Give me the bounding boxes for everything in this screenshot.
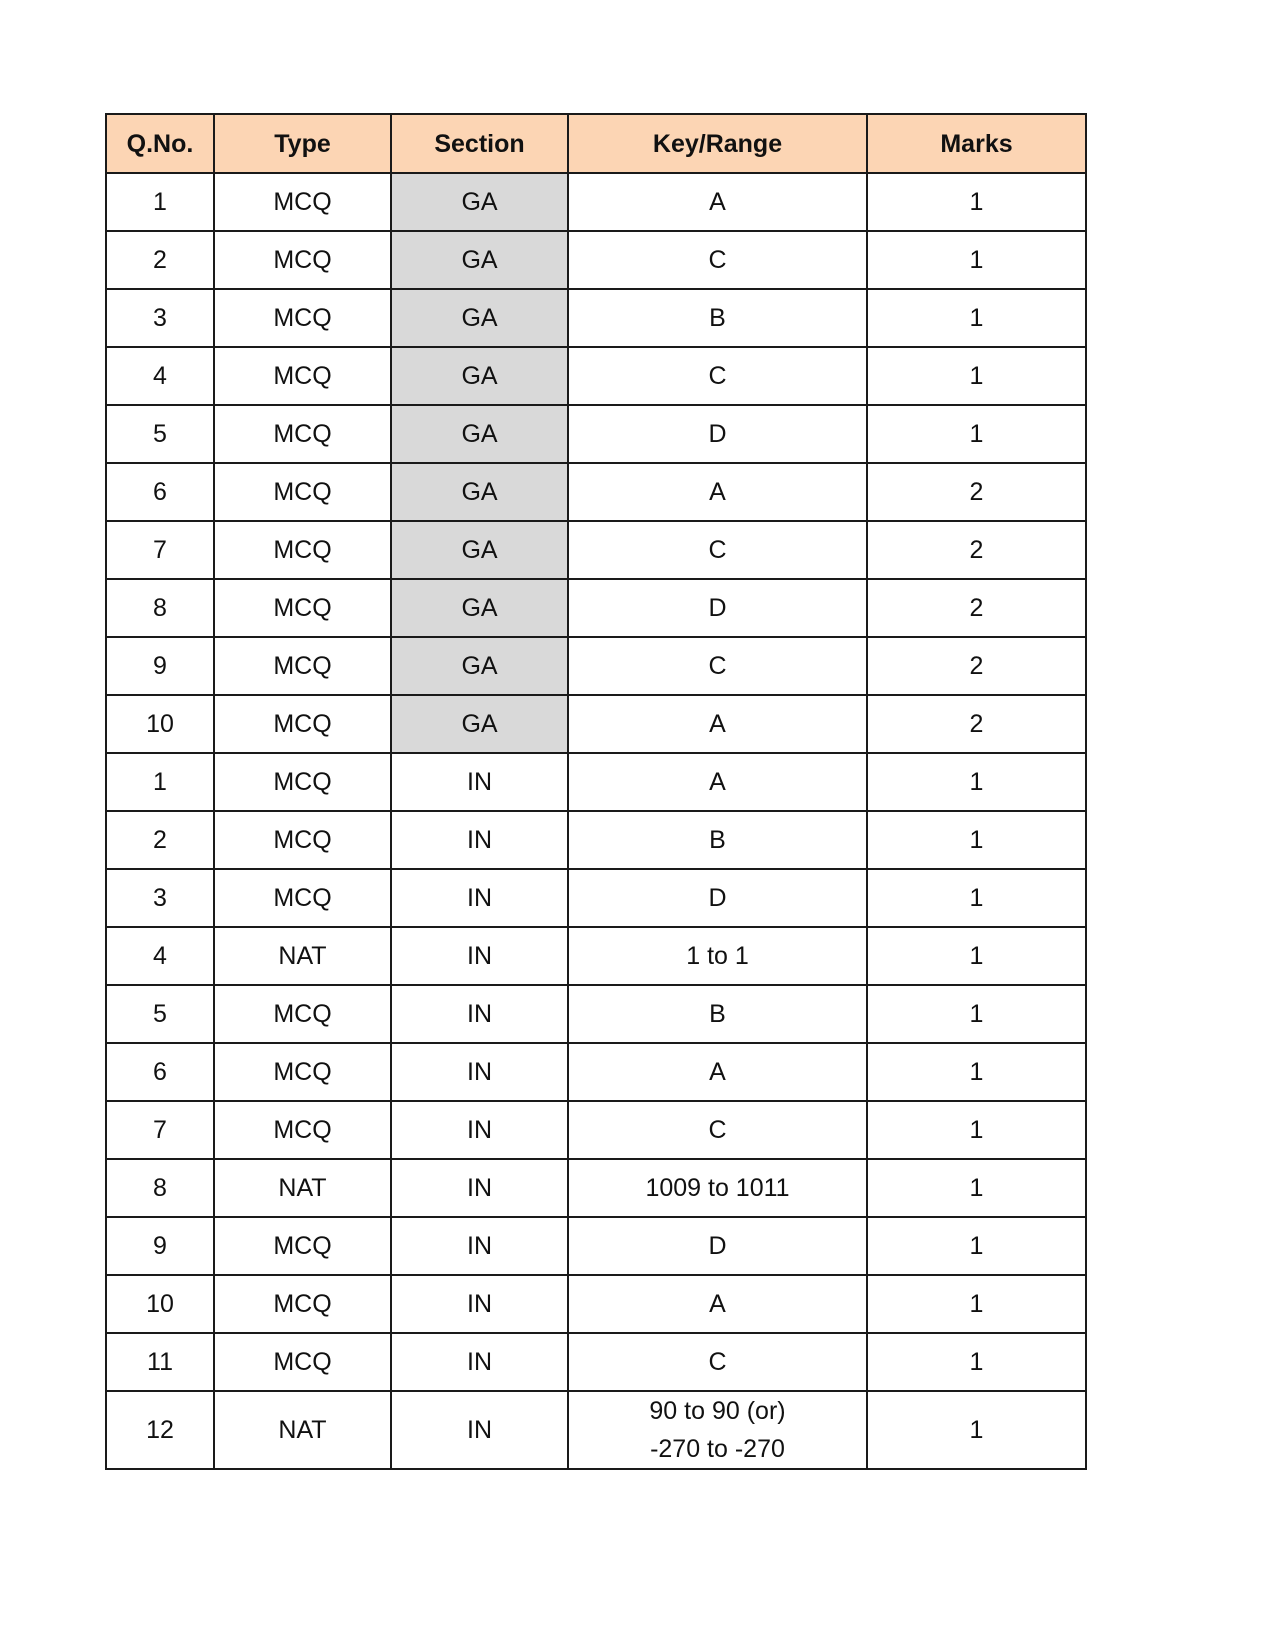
marks-cell: 1 [867,1101,1086,1159]
key-cell: 1009 to 1011 [568,1159,867,1217]
marks-cell: 1 [867,985,1086,1043]
qno-cell: 6 [106,1043,214,1101]
qno-cell: 6 [106,463,214,521]
table-row [106,579,1086,637]
section-cell: IN [391,1159,568,1217]
type-cell: MCQ [214,231,391,289]
marks-cell: 1 [867,1217,1086,1275]
table-row [106,521,1086,579]
table-row [106,463,1086,521]
section-cell: IN [391,811,568,869]
type-cell: MCQ [214,695,391,753]
type-cell: MCQ [214,463,391,521]
marks-cell: 1 [867,231,1086,289]
type-cell: MCQ [214,579,391,637]
table-row [106,405,1086,463]
section-cell: IN [391,1217,568,1275]
type-cell: MCQ [214,985,391,1043]
section-cell: GA [391,289,568,347]
type-cell: MCQ [214,405,391,463]
marks-cell: 1 [867,1333,1086,1391]
key-cell: B [568,289,867,347]
type-cell: MCQ [214,1333,391,1391]
key-cell: A [568,1043,867,1101]
key-cell: A [568,753,867,811]
marks-cell: 1 [867,405,1086,463]
table-row [106,1391,1086,1469]
key-cell: C [568,231,867,289]
section-cell: GA [391,463,568,521]
section-cell: GA [391,405,568,463]
key-cell: C [568,521,867,579]
key-cell: A [568,463,867,521]
answer-key-table [105,113,1087,1470]
table-row [106,811,1086,869]
marks-cell: 1 [867,1043,1086,1101]
key-cell: C [568,1333,867,1391]
key-cell: D [568,869,867,927]
key-cell: A [568,695,867,753]
section-cell: IN [391,753,568,811]
section-cell: GA [391,637,568,695]
type-cell: MCQ [214,869,391,927]
marks-cell: 1 [867,1275,1086,1333]
section-cell: GA [391,579,568,637]
section-cell: IN [391,1101,568,1159]
marks-cell: 2 [867,463,1086,521]
marks-cell: 1 [867,811,1086,869]
type-cell: MCQ [214,1217,391,1275]
marks-cell: 2 [867,695,1086,753]
header-qno: Q.No. [106,114,214,173]
key-cell: D [568,579,867,637]
table-row [106,1101,1086,1159]
header-key-range: Key/Range [568,114,867,173]
key-cell: C [568,1101,867,1159]
qno-cell: 9 [106,637,214,695]
marks-cell: 1 [867,869,1086,927]
section-cell: GA [391,695,568,753]
qno-cell: 7 [106,1101,214,1159]
type-cell: MCQ [214,173,391,231]
type-cell: NAT [214,1159,391,1217]
key-cell: D [568,405,867,463]
type-cell: MCQ [214,811,391,869]
qno-cell: 9 [106,1217,214,1275]
qno-cell: 5 [106,985,214,1043]
qno-cell: 1 [106,173,214,231]
section-cell: GA [391,347,568,405]
key-cell: C [568,637,867,695]
qno-cell: 3 [106,289,214,347]
marks-cell: 1 [867,1391,1086,1469]
type-cell: MCQ [214,637,391,695]
table-row [106,289,1086,347]
type-cell: MCQ [214,521,391,579]
qno-cell: 8 [106,1159,214,1217]
header-row [106,114,1086,173]
table-row [106,1333,1086,1391]
section-cell: GA [391,231,568,289]
type-cell: MCQ [214,1275,391,1333]
type-cell: NAT [214,1391,391,1469]
section-cell: IN [391,869,568,927]
marks-cell: 2 [867,579,1086,637]
marks-cell: 1 [867,1159,1086,1217]
section-cell: GA [391,521,568,579]
header-marks: Marks [867,114,1086,173]
table-row [106,231,1086,289]
marks-cell: 1 [867,289,1086,347]
marks-cell: 1 [867,173,1086,231]
qno-cell: 12 [106,1391,214,1469]
table-row [106,927,1086,985]
qno-cell: 5 [106,405,214,463]
qno-cell: 3 [106,869,214,927]
key-cell: D [568,1217,867,1275]
section-cell: IN [391,1275,568,1333]
table-row [106,1217,1086,1275]
header-type: Type [214,114,391,173]
section-cell: IN [391,927,568,985]
qno-cell: 8 [106,579,214,637]
section-cell: IN [391,1391,568,1469]
table-row [106,985,1086,1043]
marks-cell: 2 [867,521,1086,579]
qno-cell: 2 [106,811,214,869]
table-row [106,637,1086,695]
key-cell: C [568,347,867,405]
type-cell: MCQ [214,1043,391,1101]
type-cell: NAT [214,927,391,985]
key-cell: 1 to 1 [568,927,867,985]
header-section: Section [391,114,568,173]
table-row [106,1043,1086,1101]
key-cell: A [568,173,867,231]
qno-cell: 7 [106,521,214,579]
qno-cell: 2 [106,231,214,289]
section-cell: IN [391,985,568,1043]
key-cell: B [568,811,867,869]
section-cell: IN [391,1043,568,1101]
type-cell: MCQ [214,753,391,811]
qno-cell: 10 [106,695,214,753]
qno-cell: 11 [106,1333,214,1391]
key-cell: A [568,1275,867,1333]
table-row [106,1159,1086,1217]
marks-cell: 2 [867,637,1086,695]
table-row [106,173,1086,231]
table-header [106,114,1086,173]
type-cell: MCQ [214,289,391,347]
table-row [106,347,1086,405]
section-cell: IN [391,1333,568,1391]
type-cell: MCQ [214,1101,391,1159]
table-body [106,173,1086,1469]
table-row [106,695,1086,753]
type-cell: MCQ [214,347,391,405]
qno-cell: 4 [106,927,214,985]
table-row [106,1275,1086,1333]
marks-cell: 1 [867,753,1086,811]
qno-cell: 4 [106,347,214,405]
key-cell: 90 to 90 (or) -270 to -270 [568,1391,867,1469]
marks-cell: 1 [867,347,1086,405]
key-cell: B [568,985,867,1043]
table-row [106,753,1086,811]
section-cell: GA [391,173,568,231]
qno-cell: 10 [106,1275,214,1333]
table-row [106,869,1086,927]
marks-cell: 1 [867,927,1086,985]
qno-cell: 1 [106,753,214,811]
